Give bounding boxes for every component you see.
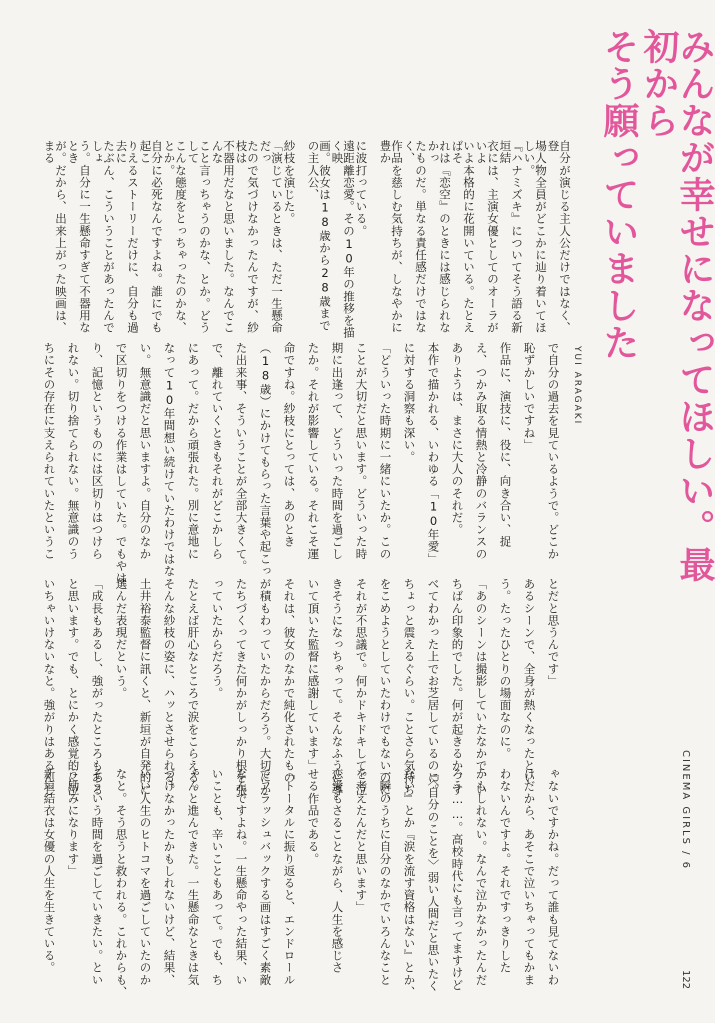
text-line: それが不思議で。何かドキドキして。泣 — [354, 578, 369, 796]
text-line: 選んだ表現だという。 — [114, 578, 129, 699]
text-line: ちょっと震えるぐらい。ことさら気持ち — [402, 578, 417, 796]
text-line: に対する洞察も深い。 — [402, 342, 417, 463]
text-line: 画。彼女は18歳から28歳までの主人公、 — [306, 140, 332, 332]
text-line: 自分が演じる主人公だけではなく、登 — [546, 140, 572, 334]
text-line: いちゃいけないなと。強がりはあるんじ — [42, 578, 57, 796]
text-line: ありようは、まさに大人のそれだ。 — [450, 342, 465, 536]
text-line: で自分の過去を見ているようで。どこか — [546, 342, 561, 560]
text-line: 場人物全員がどこかに辿り着いてほしい。 — [522, 140, 548, 334]
text-line: をこめようとしていたわけでもないのに、 — [378, 578, 393, 808]
text-line: 期に出逢って、どういった時間を過ごし — [330, 342, 345, 560]
text-line: い。無意識だと思いますよ。自分のなか — [138, 342, 153, 560]
text-line: 本作で描かれる、いわゆる「10年愛」 — [426, 342, 441, 565]
text-line: う。たったひとりの場面なのに。 — [498, 578, 513, 760]
text-line: けだから、あそこで泣いちゃってもかま — [522, 768, 537, 986]
text-line: 紗枝を演じた。 — [282, 140, 297, 225]
text-line: そういう時間を過ごしていきたい。とい — [90, 768, 105, 986]
text-line: なんですよね。一生懸命やった結果、い — [234, 768, 249, 986]
text-line: ちにその存在に支えられていたというこ — [42, 342, 57, 560]
text-line: 「トータルに振り返ると、エンドロール — [282, 768, 297, 986]
text-line: で、離れていくときもそれがどこかしら — [210, 342, 225, 560]
text-line: り、記憶というものには区切りはつけら — [90, 342, 105, 560]
text-line: せる作品である。 — [306, 768, 321, 865]
text-line: 土井裕泰監督に訊くと、新垣が自発的に — [138, 578, 153, 796]
text-line: たぶん、こういうことがあったんでしょ — [90, 140, 116, 334]
text-line: れは『恋空』のときには感じられなかっ — [426, 140, 452, 334]
text-line: りえるストーリーだけに、自分も過去に — [114, 140, 140, 334]
text-line: 恥ずかしいですね」 — [522, 342, 537, 451]
text-line: かもしれない。なんで泣かなかったんだ — [474, 768, 489, 986]
text-line: たので気づけなかったんですが、紗枝は — [234, 140, 260, 334]
text-line: づけなかったかもしれないけど、結果、 — [162, 768, 177, 986]
series-label: CINEMA GIRLS / 6 — [680, 750, 691, 871]
text-line: で区切りをつける作業はしていた。でもやは — [114, 342, 129, 584]
text-line: こんな態度をとっちゃったのかな、とか。 — [162, 140, 188, 334]
text-line: 恋愛もさることながら、人生を感じさ — [330, 768, 345, 974]
text-line: れない。切り捨てられない。無意識のう — [66, 342, 81, 560]
text-line: え、つかみ取る情熱と冷静のバランスの — [474, 342, 489, 560]
headline-line-2: そう願っていました — [598, 28, 639, 361]
text-line: わないんですよ。それですっきりした — [498, 768, 513, 974]
text-line: 『〈自分のことを〉弱い人間だと思いたく — [426, 768, 441, 993]
headline-line-1: みんなが幸せになってほしい。最初から — [638, 28, 715, 583]
text-line: （18歳）にかけてもらった言葉や起こっ — [258, 342, 273, 577]
text-line: いい人生のヒトコマを過ごしていたのか — [138, 768, 153, 986]
text-line: 『ハナミズキ』についてそう語る新垣結 — [498, 140, 524, 334]
text-line: 作品を慈しむ気持ちが、しなやかに豊か — [378, 140, 404, 334]
text-line: それは、彼女のなかで純化されたもの — [282, 578, 297, 784]
text-line: にあって。だから頑張れた。別に意地に — [186, 342, 201, 560]
text-line: 不器用だなと思いました。なんでこんな — [210, 140, 236, 334]
text-line: いことも、辛いこともあって。でも、ち — [210, 768, 225, 986]
text-line: 「どういった時期に一緒にいたか。この — [378, 342, 393, 560]
text-line: が積もわっていたからだろう。大切にか — [258, 578, 273, 796]
text-line: 新垣結衣は女優の人生を生きている。 — [42, 768, 57, 974]
text-line: と思います。でも、とにかく感覚的に泣 — [66, 578, 81, 796]
text-line: あるシーンで、全身が熱くなったとい — [522, 578, 537, 784]
text-line: なって10年間想い続けていたわけではな — [162, 342, 177, 577]
text-line: た出来事、そういうことが全部大きくて。 — [234, 342, 249, 572]
text-line: う。自分に一生懸命すぎて不器用なとき — [66, 140, 92, 334]
text-line: 作品に、演技に、役に、向き合い、捉 — [498, 342, 513, 548]
text-line: に波打っている。 — [354, 140, 369, 237]
text-line: そんな紗枝の姿に、ハッとさせられる。 — [162, 578, 177, 796]
text-line: ない』とか『涙を流す資格はない』とか、 — [402, 768, 417, 998]
text-line: 衣には、主演女優としてのオーラがいよ — [474, 140, 500, 334]
text-line: ゃんと進んできた。一生懸命なときは気 — [186, 768, 201, 986]
text-line: 「あのシーンは撮影していたなかで、い — [474, 578, 489, 796]
text-line: たちづくってきた何かがしっかり根を張 — [234, 578, 249, 796]
text-line: 一瞬のうちに自分のなかでいろんなこと — [378, 768, 393, 986]
text-line: ことが大切だと思います。どういった時 — [354, 342, 369, 560]
text-line: きそうになっちゃって。そんなふうに導 — [330, 578, 345, 796]
text-line: たとえば肝心なところで涙をこらえる。 — [186, 578, 201, 796]
text-line: とだと思うんです」 — [546, 578, 561, 687]
text-line: 自分に必死なんですよね。誰にでも起こ — [138, 140, 164, 334]
text-line: こと言っちゃうのかな、とか。どうして — [186, 140, 212, 334]
text-line: を考えたんだと思います」 — [354, 768, 369, 914]
text-line: べてわかった上でお芝居しているのに。 — [426, 578, 441, 796]
text-line: でフラッシュバックする画はすごく素敵 — [258, 768, 273, 986]
credit-name: YUI ARAGAKI — [572, 346, 582, 426]
text-line: が。だから、出来上がった映画は、まる — [42, 140, 68, 334]
text-line: う励みになります」 — [66, 768, 81, 877]
text-line: たものだ。単なる責任感だけではなく、 — [402, 140, 428, 334]
text-line: なと。そう思うと救われる。これからも、 — [114, 768, 129, 998]
text-line: ゃないですかね。だって誰も見てないわ — [546, 768, 561, 986]
text-line: 「演じているときは、ただ一生懸命だっ — [258, 140, 284, 334]
text-line: 命ですね。紗枝にとっては、あのとき — [282, 342, 297, 548]
text-line: っていたからだろう。 — [210, 578, 225, 699]
text-line: 遠距離恋愛。その10年の推移を描く映 — [330, 140, 356, 339]
text-line: いて頂いた監督に感謝しています」 — [306, 578, 321, 772]
text-line: 「成長もあるし、強がったところもある — [90, 578, 105, 796]
text-line: ろう……。高校時代にも言ってますけど — [450, 768, 465, 991]
text-line: ちばん印象的でした。何が起きるか、す — [450, 578, 465, 796]
text-line: いよ本格的に花開いている。たとえばそ — [450, 140, 476, 334]
page-number: 122 — [680, 970, 691, 990]
text-line: たか。それが影響している。それこそ運 — [306, 342, 321, 560]
